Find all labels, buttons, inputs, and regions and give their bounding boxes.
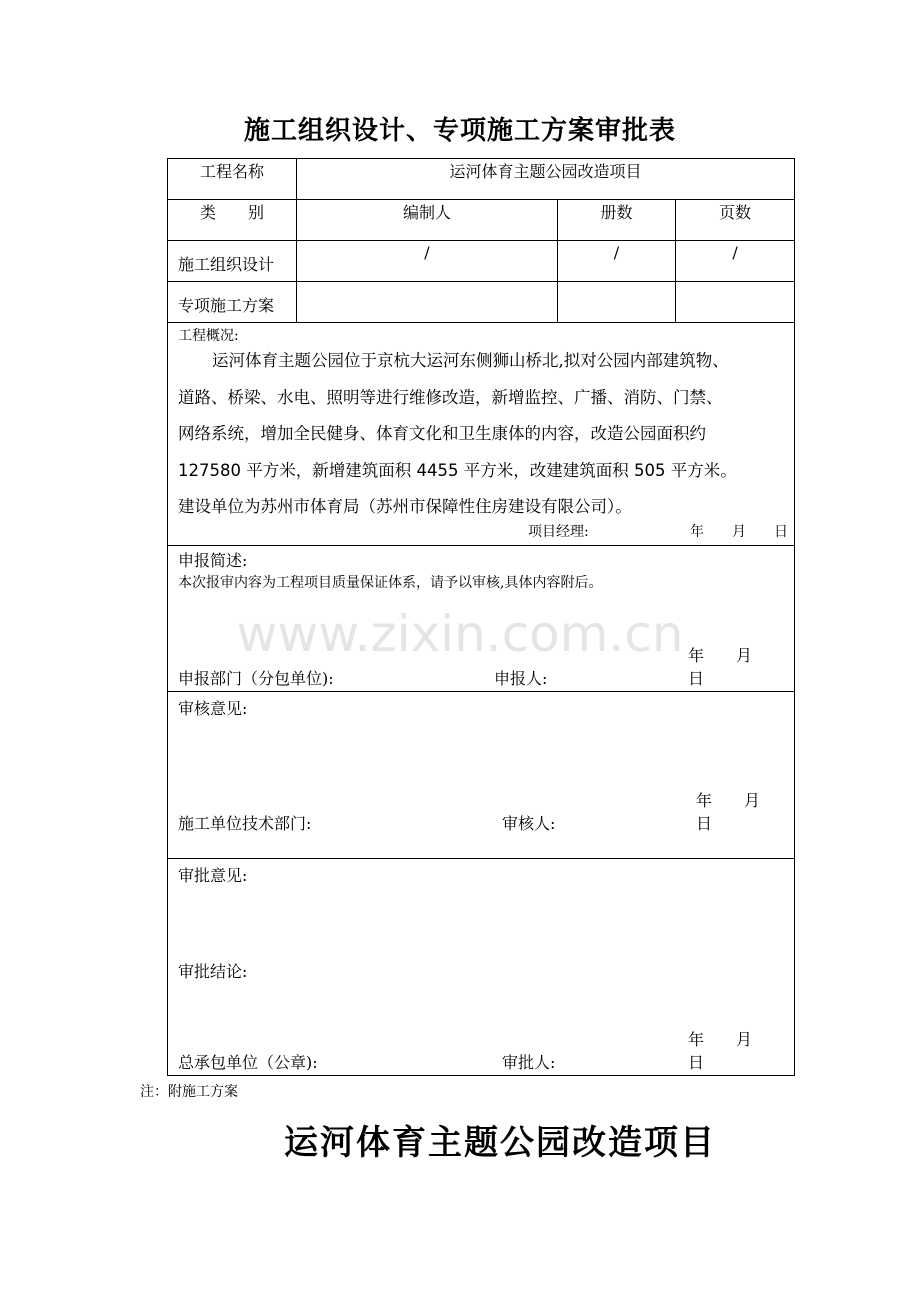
category-header: 类 别 <box>168 200 297 241</box>
project-name-row <box>168 159 795 200</box>
approval-conclusion-label: 审批结论: <box>178 962 248 981</box>
approval-row <box>168 859 795 1076</box>
applicant-label: 申报人: <box>494 669 548 688</box>
project-name-value: 运河体育主题公园改造项目 <box>297 159 795 200</box>
overview-row <box>168 323 795 546</box>
row-label: 施工组织设计 <box>168 241 297 282</box>
approver-label: 审批人: <box>502 1053 556 1072</box>
overview-line: 127580 平方米，新增建筑面积 4455 平方米，改建建筑面积 505 平方米。 <box>178 460 737 480</box>
pages-cell[interactable] <box>676 282 795 323</box>
approval-label: 审批意见: <box>178 866 248 885</box>
review-row <box>168 692 795 859</box>
overview-line: 运河体育主题公园位于京杭大运河东侧狮山桥北,拟对公园内部建筑物、 <box>212 351 729 370</box>
author-cell[interactable]: / <box>297 241 558 282</box>
declaration-section <box>168 546 794 691</box>
row-label: 专项施工方案 <box>168 282 297 323</box>
manager-date: 年 月 日 <box>690 524 788 540</box>
author-header: 编制人 <box>297 200 558 241</box>
declaration-content: 本次报审内容为工程项目质量保证体系，请予以审核,具体内容附后。 <box>178 575 603 591</box>
contractor-label: 总承包单位（公章): <box>178 1053 318 1072</box>
overview-text <box>178 343 784 526</box>
pages-header: 页数 <box>676 200 795 241</box>
manager-label: 项目经理: <box>528 524 589 540</box>
footer-title: 运河体育主题公园改造项目 <box>284 1123 716 1163</box>
declaration-date: 年 月 日 <box>688 646 785 688</box>
table-row <box>168 241 795 282</box>
overview-section <box>168 323 794 545</box>
page-title: 施工组织设计、专项施工方案审批表 <box>243 116 676 146</box>
overview-label: 工程概况: <box>178 328 239 344</box>
volumes-cell[interactable] <box>558 282 676 323</box>
approval-form-table <box>167 158 795 1076</box>
approval-date: 年 月 日 <box>688 1030 785 1072</box>
declaration-dept-label: 申报部门（分包单位): <box>178 669 334 688</box>
overview-line: 道路、桥梁、水电、照明等进行维修改造，新增监控、广播、消防、门禁、 <box>178 387 723 407</box>
approval-section <box>168 859 794 1075</box>
table-row <box>168 282 795 323</box>
declaration-label: 申报简述: <box>178 551 248 570</box>
project-name-label: 工程名称 <box>168 159 297 200</box>
volumes-header: 册数 <box>558 200 676 241</box>
review-label: 审核意见: <box>178 699 248 718</box>
author-cell[interactable] <box>297 282 558 323</box>
watermark: www.zixin.com.cn <box>236 605 684 663</box>
attachment-note: 注：附施工方案 <box>140 1084 238 1100</box>
overview-line: 建设单位为苏州市体育局（苏州市保障性住房建设有限公司）。 <box>178 497 632 516</box>
review-dept-label: 施工单位技术部门: <box>178 814 312 833</box>
pages-cell[interactable]: / <box>676 241 795 282</box>
header-row <box>168 200 795 241</box>
declaration-row <box>168 546 795 692</box>
overview-line: 网络系统，增加全民健身、体育文化和卫生康体的内容，改造公园面积约 <box>178 424 706 443</box>
review-section <box>168 692 794 858</box>
review-date: 年 月 日 <box>696 791 793 833</box>
reviewer-label: 审核人: <box>502 814 556 833</box>
volumes-cell[interactable]: / <box>558 241 676 282</box>
